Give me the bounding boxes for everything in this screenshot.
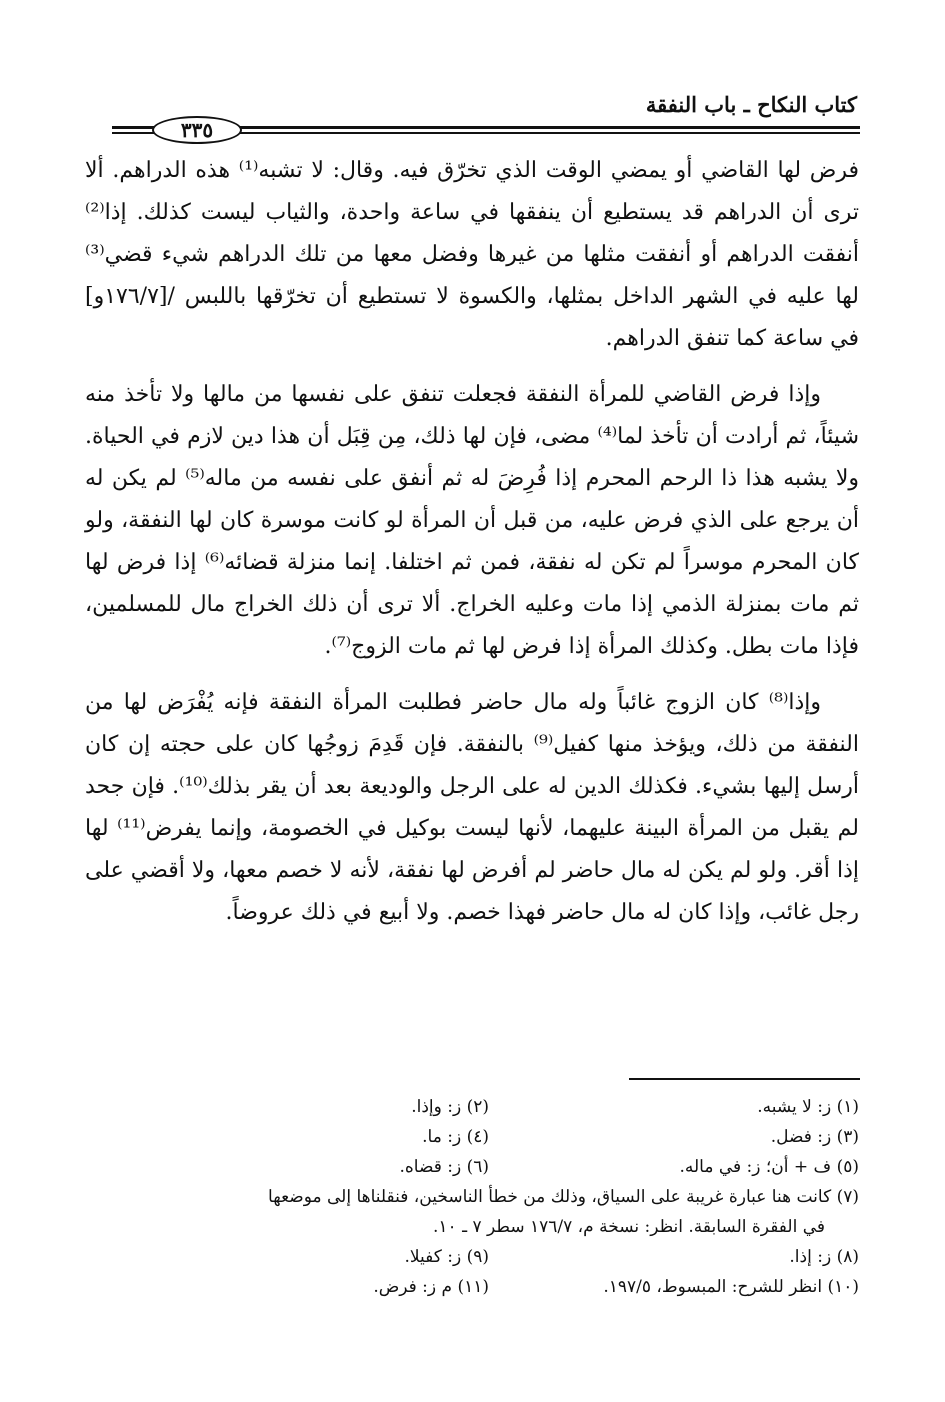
paragraph-3: وإذا⁽⁸⁾ كان الزوج غائباً وله مال حاضر فطلبت المرأة النفقة فإنه يُفْرَض لها من النفقة من ذلك، ويؤخذ منها كفيل⁽⁹⁾ بالنفقة. فإن قَدِمَ زوجُها كان على حجته إن كان أرسل إليها بشيء. فكذلك الدين له على الرجل والوديعة بعد أن يقر بذلك⁽¹⁰⁾. فإن جحد لم يقبل من المرأة البينة عليهما، لأنها ليست بوكيل في الخصومة، وإنما يفرض⁽¹¹⁾ لها إذا أقر. ولو لم يكن له مال حاضر لم أفرض لها نفقة، لأنه لا خصم معها، ولا أقضي على رجل غائب، وإذا كان له مال حاضر فهذا خصم. ولا أبيع في ذلك عروضاً. bbox=[85, 690, 859, 925]
footnote-row bbox=[79, 1152, 859, 1182]
footnote-11: (١١) م ز: فرض. bbox=[373, 1277, 489, 1297]
footnote-4: (٤) ز: ما. bbox=[422, 1127, 489, 1147]
running-title: كتاب النكاح ـ باب النفقة bbox=[645, 92, 857, 117]
footnote-row bbox=[79, 1242, 859, 1272]
footnotes bbox=[79, 1092, 859, 1302]
footnote-6: (٦) ز: قضاه. bbox=[399, 1157, 489, 1177]
footnote-9: (٩) ز: كفيلا. bbox=[404, 1247, 489, 1267]
paragraph-2: وإذا فرض القاضي للمرأة النفقة فجعلت تنفق على نفسها من مالها ولا تأخذ منه شيئاً، ثم أرادت أن تأخذ لما⁽⁴⁾ مضى، فإن لها ذلك، مِن قِبَل أن هذا دين لازم في الحياة. ولا يشبه هذا ذا الرحم المحرم إذا فُرِضَ له ثم أنفق على نفسه من ماله⁽⁵⁾ لم يكن له أن يرجع على الذي فرض عليه، من قبل أن المرأة لو كانت موسرة كان لها النفقة، ولو كان المحرم موسراً لم تكن له نفقة، فمن ثم اختلفا. إنما منزلة قضائه⁽⁶⁾ إذا فرض لها ثم مات بمنزلة الذمي إذا مات وعليه الخراج. ألا ترى أن ذلك الخراج مال للمسلمين، فإذا مات بطل. وكذلك المرأة إذا فرض لها ثم مات الزوج⁽⁷⁾. bbox=[85, 382, 859, 659]
main-text bbox=[85, 150, 859, 948]
footnote-separator bbox=[629, 1078, 860, 1080]
footnote-3: (٣) ز: فضل. bbox=[770, 1127, 859, 1147]
footnote-1: (١) ز: لا يشبه. bbox=[757, 1097, 859, 1117]
footnote-8: (٨) ز: إذا. bbox=[789, 1247, 859, 1267]
footnote-5: (٥) ف + أن؛ ز: في ماله. bbox=[679, 1157, 859, 1177]
footnote-10: (١٠) انظر للشرح: المبسوط، ١٩٧/٥. bbox=[603, 1277, 859, 1297]
footnote-7-line-1: (٧) كانت هنا عبارة غريبة على السياق، وذلك من خطأ الناسخين، فنقلناها إلى موضعها bbox=[268, 1187, 859, 1207]
footnote-7 bbox=[79, 1182, 859, 1242]
footnote-row bbox=[79, 1272, 859, 1302]
page-number: ٣٣٥ bbox=[152, 116, 242, 144]
footnote-row bbox=[79, 1122, 859, 1152]
paragraph-1: فرض لها القاضي أو يمضي الوقت الذي تخرّق فيه. وقال: لا تشبه⁽¹⁾ هذه الدراهم. ألا ترى أن الدراهم قد يستطيع أن ينفقها في ساعة واحدة، والثياب ليست كذلك. إذا⁽²⁾ أنفقت الدراهم أو أنفقت مثلها من غيرها وفضل معها من تلك الدراهم شيء قضي⁽³⁾ لها عليه في الشهر الداخل بمثلها، والكسوة لا تستطيع أن تخرّقها باللبس /[١٧٦/٧و] في ساعة كما تنفق الدراهم. bbox=[85, 158, 859, 351]
header-rule bbox=[112, 116, 860, 142]
footnote-row bbox=[79, 1092, 859, 1122]
footnote-7-line-2: في الفقرة السابقة. انظر: نسخة م، ١٧٦/٧ سطر ٧ ـ ١٠. bbox=[433, 1217, 825, 1237]
footnote-2: (٢) ز: وإذا. bbox=[411, 1097, 489, 1117]
